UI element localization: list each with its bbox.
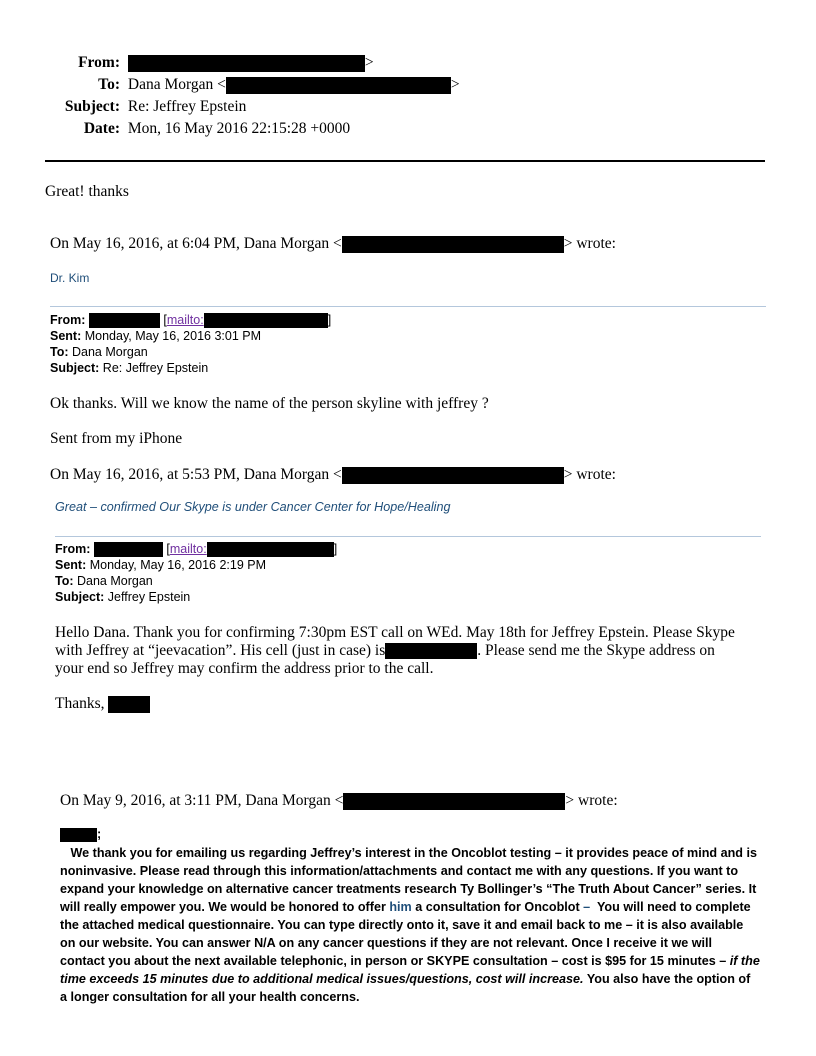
quote3-body	[60, 844, 760, 1006]
quote3-p1: We thank you for emailing us regarding Jeffrey’s interest in the Oncoblot testing – it provides peace of mind and is noninvasive. Please read through this information/attachments and contact me with any questions. If you want to expand your knowledge on alternative cancer treatments research Ty Bollinger’s “The Truth About Cancer” series. It will really empower you. We would be honored to offer	[60, 846, 757, 914]
quote3-salutation-suffix: ;	[97, 827, 102, 841]
quote2-intro-prefix: On May 16, 2016, at 5:53 PM, Dana Morgan <	[50, 466, 342, 483]
msg2-mailto-close: ]	[333, 542, 338, 556]
header-subject-label: Subject:	[64, 98, 120, 115]
msg1-sent-value: Monday, May 16, 2016 3:01 PM	[84, 329, 261, 344]
header-to-row	[0, 76, 460, 94]
quote3-intro-prefix: On May 9, 2016, at 3:11 PM, Dana Morgan <	[60, 792, 344, 809]
msg1-body: Ok thanks. Will we know the name of the person skyline with jeffrey ?	[50, 395, 489, 412]
msg2-closing-text: Thanks,	[55, 695, 105, 712]
quote1-intro-prefix: On May 16, 2016, at 6:04 PM, Dana Morgan <	[50, 235, 342, 252]
header-to-suffix: >	[450, 76, 460, 93]
msg2-body	[55, 624, 745, 678]
msg1-mailto-open: [	[163, 313, 167, 327]
redaction-block	[207, 542, 334, 557]
quote2-message: Great – confirmed Our Skype is under Cancer Center for Hope/Healing	[55, 500, 451, 514]
quote2-intro	[50, 466, 616, 484]
msg2-body-part2: . Please send me the Skype address on your end so Jeffrey may confirm the address prior to the call.	[55, 642, 715, 677]
msg2-from-row	[55, 541, 337, 557]
quote3-p3: You will need to complete the attached medical questionnaire. You can type directly onto it, save it and email back to me – it is also available on our website. You can answer N/A on any cancer questions if they are not relevant. Once I receive it we will contact you about the next available telephonic, in person or SKYPE consultation – cost is $95 for 15 minutes –	[60, 900, 751, 968]
msg1-subject-row	[50, 360, 331, 376]
header-date-value: Mon, 16 May 2016 22:15:28 +0000	[127, 120, 351, 137]
quote1-greeting: Dr. Kim	[50, 271, 90, 285]
header-subject-value: Re: Jeffrey Epstein	[127, 98, 247, 115]
quote3-p2-dash: –	[583, 900, 591, 914]
msg2-body-part1: Hello Dana. Thank you for confirming 7:30pm EST call on WEd. May 18th for Jeffrey Epstein. Please Skype with Jeffrey at “jeevacation”. His cell (just in case) is	[55, 624, 735, 659]
msg2-to-label: To:	[55, 574, 74, 589]
header-to-label: To:	[98, 76, 120, 93]
redaction-block	[342, 236, 564, 253]
msg2-sent-row	[55, 557, 337, 573]
msg1-to-row	[50, 344, 331, 360]
quote1-intro	[50, 235, 616, 253]
msg2-closing	[55, 695, 150, 713]
redaction-block	[226, 77, 451, 94]
quote2-intro-suffix: > wrote:	[563, 466, 616, 483]
header-from-label: From:	[78, 54, 120, 71]
redaction-block	[108, 696, 150, 713]
msg1-subject-label: Subject:	[50, 361, 100, 376]
header-subject-row	[0, 98, 246, 116]
msg2-to-row	[55, 573, 337, 589]
header-from-suffix: >	[364, 54, 374, 71]
msg2-to-value: Dana Morgan	[77, 574, 153, 589]
quote3-p1-him: him	[389, 900, 412, 914]
msg1-headers	[50, 312, 331, 376]
msg1-sent-row	[50, 328, 331, 344]
quote3-p3-italic: if the time exceeds 15 minutes due to additional medical issues/questions, cost will increase.	[60, 954, 760, 986]
reply-text: Great! thanks	[45, 183, 129, 200]
header-from-row	[0, 54, 374, 72]
msg2-subject-row	[55, 589, 337, 605]
redaction-block	[128, 55, 365, 72]
msg2-headers	[55, 541, 337, 605]
header-to-value: Dana Morgan <	[127, 76, 226, 93]
quote3-salutation	[60, 827, 101, 842]
header-date-row	[0, 120, 350, 138]
msg1-mailto-link[interactable]: mailto:	[166, 313, 204, 327]
msg1-from-row	[50, 312, 331, 328]
msg2-subject-value: Jeffrey Epstein	[107, 590, 191, 605]
quote1-intro-suffix: > wrote:	[563, 235, 616, 252]
msg2-mailto-link[interactable]: mailto:	[169, 542, 207, 556]
message-divider	[50, 306, 766, 307]
redaction-block	[60, 828, 97, 842]
msg1-mailto-close: ]	[327, 313, 332, 327]
msg2-subject-label: Subject:	[55, 590, 105, 605]
header-divider	[45, 160, 765, 162]
msg1-signature: Sent from my iPhone	[50, 430, 183, 447]
msg1-to-value: Dana Morgan	[72, 345, 148, 360]
quote3-intro	[60, 792, 618, 810]
msg2-mailto-open: [	[166, 542, 170, 556]
redaction-block	[342, 467, 564, 484]
msg1-from-label: From:	[50, 313, 86, 327]
redaction-block	[94, 542, 163, 557]
msg2-from-label: From:	[55, 542, 91, 556]
redaction-block	[204, 313, 328, 328]
quote3-p2: a consultation for Oncoblot	[415, 900, 580, 914]
quote3-intro-suffix: > wrote:	[565, 792, 618, 809]
msg1-to-label: To:	[50, 345, 69, 360]
msg1-subject-value: Re: Jeffrey Epstein	[102, 361, 209, 376]
redaction-block	[343, 793, 565, 810]
redaction-block	[89, 313, 160, 328]
msg2-sent-value: Monday, May 16, 2016 2:19 PM	[89, 558, 266, 573]
message-divider	[55, 536, 761, 537]
quote3-p4: You also have the option of a longer consultation for all your health concerns.	[60, 972, 751, 1004]
msg2-sent-label: Sent:	[55, 558, 87, 573]
header-date-label: Date:	[83, 120, 120, 137]
redaction-block	[385, 643, 477, 659]
msg1-sent-label: Sent:	[50, 329, 82, 344]
